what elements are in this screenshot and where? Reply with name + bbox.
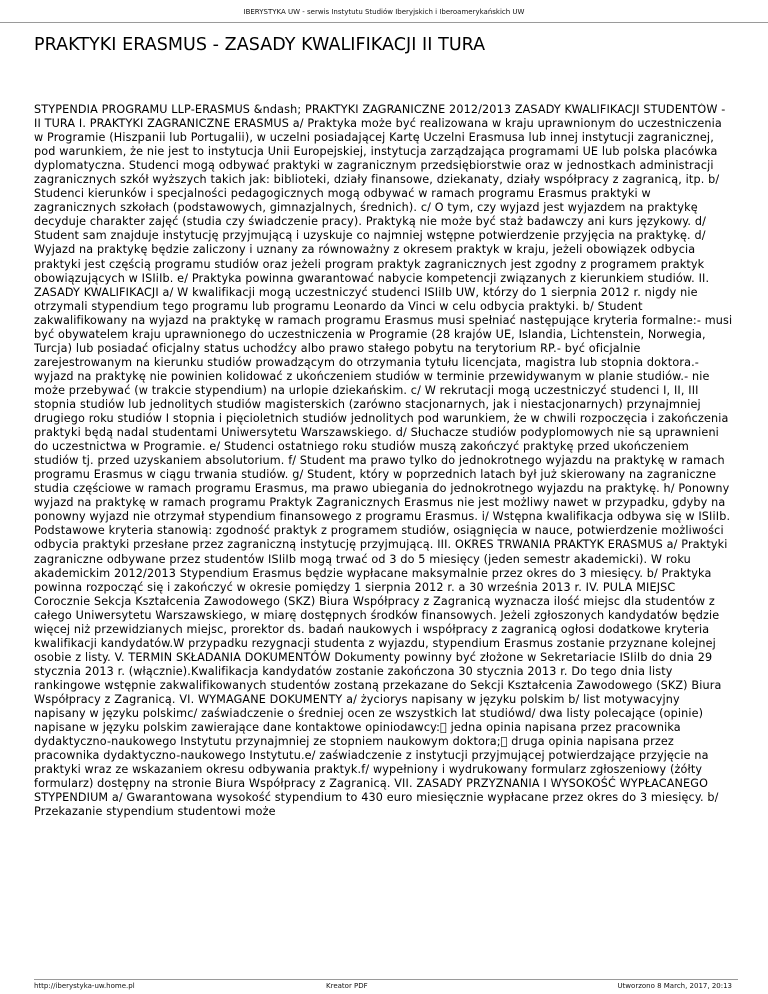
page-header: IBERYSTYKA UW - serwis Instytutu Studiów Iberyjskich i Iberoamerykańskich UW — [0, 0, 768, 23]
footer-generator: Kreator PDF — [326, 982, 368, 990]
footer-url: http://iberystyka-uw.home.pl — [34, 982, 135, 990]
footer-created-date: Utworzono 8 March, 2017, 20:13 — [617, 982, 732, 990]
page-title: PRAKTYKI ERASMUS - ZASADY KWALIFIKACJI II TURA — [34, 35, 486, 55]
article-body: STYPENDIA PROGRAMU LLP-ERASMUS &ndash; PRAKTYKI ZAGRANICZNE 2012/2013 ZASADY KWALIFIKACJI STUDENTÓW - II TURA I. PRAKTYKI ZAGRANICZNE ERASMUS a/ Praktyka może być realizowana w kraju uprawnionym do uczestniczenia w Programie (Hiszpanii lub Portugalii), w uczelni posiadającej Kartę Uczelni Erasmusa lub innej instytucji zagranicznej, pod warunkiem, że nie jest to instytucja Unii Europejskiej, instytucja zarządzająca programami UE lub polska placówka dyplomatyczna. Studenci mogą odbywać praktyki w zagranicznym przedsiębiorstwie oraz w jednostkach administracji zagranicznych szkół wyższych takich jak: biblioteki, działy finansowe, dziekanaty, działy współpracy z zagranicą, itp. b/ Studenci kierunków i specjalności pedagogicznych mogą odbywać w ramach programu Erasmus praktyki w zagranicznych szkołach (podstawowych, gimnazjalnych, średnich). c/ O tym, czy wyjazd jest wyjazdem na praktykę decyduje charakter zajęć (studia czy świadczenie pracy). Praktyką nie może być staż badawczy ani kurs językowy. d/ Student sam znajduje instytucję przyjmującą i uzyskuje co najmniej wstępne potwierdzenie przyjęcia na praktykę. d/ Wyjazd na praktykę będzie zaliczony i uznany za równoważny z okresem praktyk w kraju, jeżeli obowiązek odbycia praktyki jest częścią programu studiów oraz jeżeli program praktyk zagranicznych jest zgodny z programem praktyk obowiązujących w ISIiIb. e/ Praktyka powinna gwarantować nabycie kompetencji związanych z kierunkiem studiów. II. ZASADY KWALIFIKACJI a/ W kwalifikacji mogą uczestniczyć studenci ISIiIb UW, którzy do 1 sierpnia 2012 r. nigdy nie otrzymali stypendium tego programu lub programu Leonardo da Vinci w celu odbycia praktyki. b/ Student zakwalifikowany na wyjazd na praktykę w ramach programu Erasmus musi spełniać następujące kryteria formalne:- musi być obywatelem kraju uprawnionego do uczestniczenia w Programie (28 krajów UE, Islandia, Lichtenstein, Norwegia, Turcja) lub posiadać oficjalny status uchodźcy albo prawo stałego pobytu na terytorium RP.- być oficjalnie zarejestrowanym na kierunku studiów prowadzącym do otrzymania tytułu licencjata, magistra lub stopnia doktora.- wyjazd na praktykę nie powinien kolidować z ukończeniem studiów w terminie przewidywanym w planie studiów.- nie może przebywać (w trakcie stypendium) na urlopie dziekańskim. c/ W rekrutacji mogą uczestniczyć studenci I, II, III stopnia studiów lub jednolitych studiów magisterskich (zarówno stacjonarnych, jak i niestacjonarnych) przynajmniej drugiego roku studiów I stopnia i pięcioletnich studiów jednolitych pod warunkiem, że w chwili rozpoczęcia i zakończenia praktyki będą nadal studentami Uniwersytetu Warszawskiego. d/ Słuchacze studiów podyplomowych nie są uprawnieni do uczestnictwa w Programie. e/ Studenci ostatniego roku studiów muszą zakończyć praktykę przed ukończeniem studiów tj. przed uzyskaniem absolutorium. f/ Student ma prawo tylko do jednokrotnego wyjazdu na praktykę w ramach programu Erasmus w ciągu trwania studiów. g/ Student, który w poprzednich latach był już skierowany na zagraniczne studia częściowe w ramach programu Erasmus, ma prawo ubiegania do jednokrotnego wyjazdu na praktykę. h/ Ponowny wyjazd na praktykę w ramach programu Praktyk Zagranicznych Erasmus nie jest możliwy nawet w przypadku, gdyby na ponowny wyjazd nie otrzymał stypendium finansowego z programu Erasmus. i/ Wstępna kwalifikacja odbywa się w ISIiIb. Podstawowe kryteria stanowią: zgodność praktyk z programem studiów, osiągnięcia w nauce, potwierdzenie możliwości odbycia praktyki przesłane przez zagraniczną instytucję przyjmującą. III. OKRES TRWANIA PRAKTYK ERASMUS a/ Praktyki zagraniczne odbywane przez studentów ISIiIb mogą trwać od 3 do 5 miesięcy (jeden semestr akademicki). W roku akademickim 2012/2013 Stypendium Erasmus będzie wypłacane maksymalnie przez okres do 3 miesięcy. b/ Praktyka powinna rozpocząć się i zakończyć w okresie pomiędzy 1 sierpnia 2012 r. a 30 września 2013 r. IV. PULA MIEJSC Corocznie Sekcja Kształcenia Zawodowego (SKZ) Biura Współpracy z Zagranicą wyznacza ilość miejsc dla studentów z całego Uniwersytetu Warszawskiego, w miarę dostępnych środków finansowych. Jeżeli zgłoszonych kandydatów będzie więcej niż przewidzianych miejsc, prorektor ds. badań naukowych i współpracy z zagranicą ogłosi dodatkowe kryteria kwalifikacji kandydatów.W przypadku rezygnacji studenta z wyjazdu, stypendium Erasmus zostanie przyznane kolejnej osobie z listy. V. TERMIN SKŁADANIA DOKUMENTÓW Dokumenty powinny być złożone w Sekretariacie ISIiIb do dnia 29 stycznia 2013 r. (włącznie).Kwalifikacja kandydatów zostanie zakończona 30 stycznia 2013 r. Do tego dnia listy rankingowe wstępnie zakwalifikowanych studentów zostaną przekazane do Sekcji Kształcenia Zawodowego (SKZ) Biura Współpracy z Zagranicą. VI. WYMAGANE DOKUMENTY a/ życiorys napisany w języku polskim b/ list motywacyjny napisany w języku polskimc/ zaświadczenie o średniej ocen ze wszystkich lat studiówd/ dwa listy polecające (opinie) napisane w języku polskim zawierające dane kontaktowe opiniodawcy: jedna opinia napisana przez pracownika dydaktyczno-naukowego Instytutu przynajmniej ze stopniem naukowym doktora; druga opinia napisana przez pracownika dydaktyczno-naukowego Instytutu.e/ zaświadczenie z instytucji przyjmującej potwierdzające przyjęcie na praktyki wraz ze wskazaniem okresu odbywania praktyk.f/ wypełniony i wydrukowany formularz zgłoszeniowy (żółty formularz) dostępny na stronie Biura Współpracy z Zagranicą. VII. ZASADY PRZYZNANIA I WYSOKOŚĆ WYPŁACANEGO STYPENDIUM a/ Gwarantowana wysokość stypendium to 430 euro miesięcznie wypłacane przez okres do 3 miesięcy. b/ Przekazanie stypendium studentowi może — [34, 103, 733, 819]
page-footer — [34, 979, 738, 994]
